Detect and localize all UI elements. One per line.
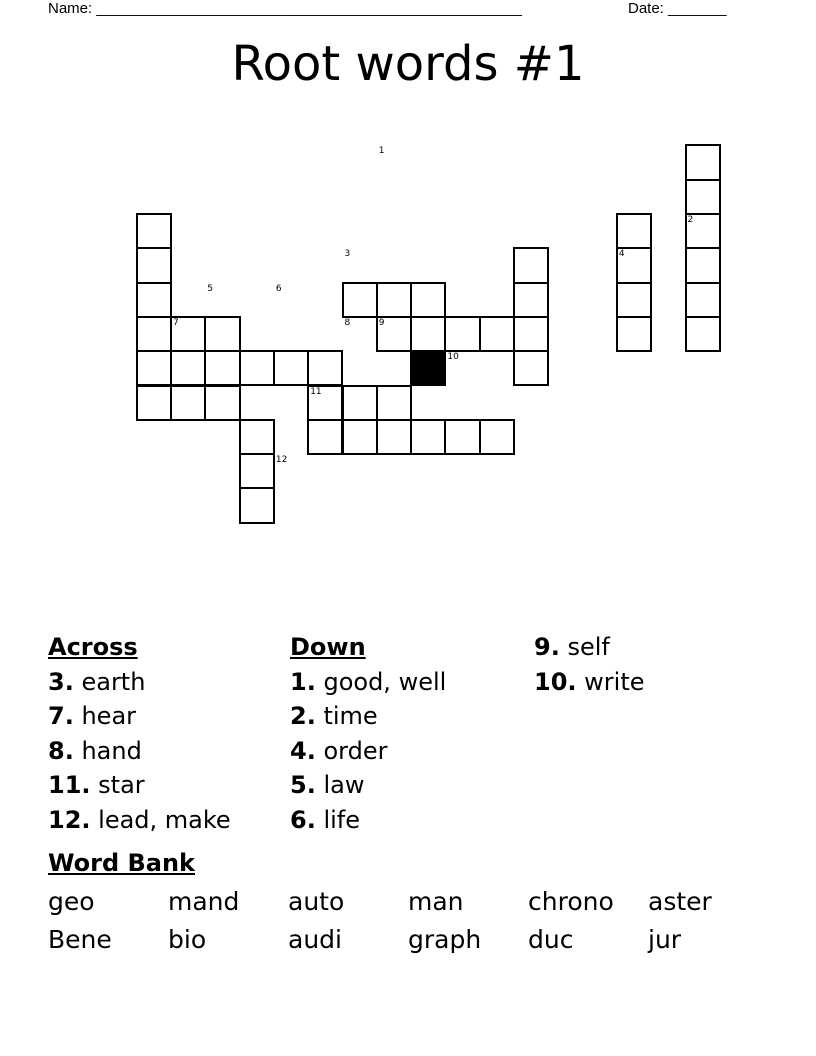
word-bank-heading: Word Bank bbox=[48, 849, 196, 877]
clue-item bbox=[290, 768, 446, 803]
name-field-line[interactable]: Name: ___________________________________________________ bbox=[48, 0, 522, 17]
crossword-cell[interactable] bbox=[616, 282, 652, 318]
page-title: Root words #1 bbox=[231, 36, 585, 92]
crossword-cell[interactable] bbox=[239, 419, 275, 455]
crossword-cell[interactable] bbox=[204, 385, 240, 421]
crossword-cell[interactable] bbox=[513, 282, 549, 318]
clue-number-label: 6 bbox=[275, 283, 282, 294]
clue-number-label: 1 bbox=[378, 146, 385, 157]
crossword-cell[interactable] bbox=[479, 419, 515, 455]
crossword-block bbox=[410, 350, 446, 386]
clue-text: hear bbox=[81, 702, 137, 730]
clue-number-label: 11 bbox=[310, 386, 322, 397]
crossword-cell[interactable] bbox=[616, 213, 652, 249]
clue-number: 1. bbox=[290, 667, 316, 696]
crossword-cell[interactable] bbox=[239, 487, 275, 523]
word-bank-item: jur bbox=[648, 925, 682, 954]
clue-item bbox=[534, 630, 645, 665]
clue-number: 3. bbox=[48, 667, 74, 696]
clue-number: 9. bbox=[534, 633, 560, 661]
word-bank-item: mand bbox=[168, 887, 240, 916]
crossword-cell[interactable] bbox=[616, 316, 652, 352]
crossword-cell[interactable] bbox=[444, 419, 480, 455]
clue-item bbox=[290, 665, 446, 700]
clue-number: 11. bbox=[48, 771, 91, 799]
crossword-cell[interactable] bbox=[685, 316, 721, 352]
clue-number: 5. bbox=[290, 771, 316, 799]
crossword-cell[interactable] bbox=[136, 350, 172, 386]
down-heading: Down bbox=[290, 633, 366, 661]
clue-item bbox=[48, 803, 231, 838]
clue-text: star bbox=[98, 771, 145, 799]
clue-number-label: 3 bbox=[344, 249, 351, 260]
word-bank-item: geo bbox=[48, 887, 95, 916]
crossword-cell[interactable] bbox=[685, 144, 721, 180]
crossword-cell[interactable] bbox=[204, 316, 240, 352]
crossword-cell[interactable] bbox=[410, 316, 446, 352]
crossword-cell[interactable] bbox=[136, 385, 172, 421]
clue-item bbox=[290, 734, 446, 769]
clue-number-label: 10 bbox=[447, 352, 459, 363]
clue-item bbox=[48, 734, 231, 769]
crossword-cell[interactable] bbox=[342, 282, 378, 318]
crossword-cell[interactable] bbox=[685, 282, 721, 318]
crossword-cell[interactable] bbox=[170, 350, 206, 386]
crossword-cell[interactable] bbox=[376, 419, 412, 455]
clue-item bbox=[290, 699, 446, 734]
clue-number: 4. bbox=[290, 736, 316, 765]
word-bank-item: duc bbox=[528, 925, 574, 954]
clue-text: earth bbox=[81, 667, 146, 696]
clue-text: write bbox=[584, 667, 645, 696]
crossword-cell[interactable] bbox=[342, 419, 378, 455]
down-clues bbox=[290, 630, 446, 837]
crossword-cell[interactable] bbox=[239, 453, 275, 489]
clue-item bbox=[534, 665, 645, 700]
clue-number-label: 8 bbox=[344, 317, 351, 328]
word-bank-item: auto bbox=[288, 887, 345, 916]
clue-number-label: 9 bbox=[378, 317, 385, 328]
crossword-cell[interactable] bbox=[136, 282, 172, 318]
clue-number-label: 2 bbox=[687, 215, 694, 225]
crossword-cell[interactable] bbox=[410, 419, 446, 455]
clue-text: order bbox=[323, 736, 388, 765]
crossword-cell[interactable] bbox=[376, 282, 412, 318]
word-bank-item: bio bbox=[168, 925, 207, 954]
crossword-cell[interactable] bbox=[239, 350, 275, 386]
clue-item bbox=[48, 665, 231, 700]
clue-number-label: 5 bbox=[207, 283, 214, 294]
crossword-cell[interactable] bbox=[685, 179, 721, 215]
crossword-cell[interactable] bbox=[136, 247, 172, 283]
crossword-cell[interactable] bbox=[444, 316, 480, 352]
clue-text: self bbox=[567, 633, 610, 661]
crossword-cell[interactable] bbox=[307, 350, 343, 386]
crossword-cell[interactable] bbox=[204, 350, 240, 386]
clue-text: hand bbox=[81, 736, 142, 765]
crossword-cell[interactable] bbox=[513, 316, 549, 352]
crossword-cell[interactable] bbox=[685, 247, 721, 283]
crossword-cell[interactable] bbox=[410, 282, 446, 318]
word-bank-item: audi bbox=[288, 925, 342, 954]
crossword-cell[interactable] bbox=[376, 385, 412, 421]
word-bank-item: graph bbox=[408, 925, 482, 954]
clue-item bbox=[290, 803, 446, 838]
across-heading: Across bbox=[48, 633, 138, 661]
clue-number: 12. bbox=[48, 805, 91, 834]
clue-item bbox=[48, 699, 231, 734]
clue-number: 7. bbox=[48, 702, 74, 730]
crossword-cell[interactable] bbox=[136, 213, 172, 249]
crossword-cell[interactable] bbox=[513, 350, 549, 386]
crossword-cell[interactable] bbox=[136, 316, 172, 352]
date-field-line[interactable]: Date: _______ bbox=[628, 0, 727, 17]
crossword-cell[interactable] bbox=[342, 385, 378, 421]
crossword-cell[interactable] bbox=[273, 350, 309, 386]
clue-text: lead, make bbox=[98, 805, 231, 834]
clue-text: law bbox=[323, 771, 365, 799]
word-bank-item: man bbox=[408, 887, 464, 916]
down-clues-continued bbox=[534, 630, 645, 699]
clue-number-label: 4 bbox=[618, 249, 625, 260]
clue-number: 6. bbox=[290, 805, 316, 834]
across-clues bbox=[48, 630, 231, 837]
clue-number: 2. bbox=[290, 702, 316, 730]
crossword-cell[interactable] bbox=[170, 385, 206, 421]
clue-text: good, well bbox=[323, 667, 447, 696]
clue-item bbox=[48, 768, 231, 803]
clue-text: time bbox=[323, 702, 378, 730]
clue-text: life bbox=[323, 805, 361, 834]
word-bank-item: aster bbox=[648, 887, 712, 916]
crossword-cell[interactable] bbox=[513, 247, 549, 283]
clue-number-label: 12 bbox=[275, 455, 288, 466]
clue-number: 8. bbox=[48, 736, 74, 765]
word-bank-item: chrono bbox=[528, 887, 614, 916]
clue-number-label: 7 bbox=[173, 317, 179, 328]
crossword-cell[interactable] bbox=[479, 316, 515, 352]
clue-number: 10. bbox=[534, 667, 577, 696]
crossword-cell[interactable] bbox=[307, 419, 343, 455]
word-bank-item: Bene bbox=[48, 925, 112, 954]
